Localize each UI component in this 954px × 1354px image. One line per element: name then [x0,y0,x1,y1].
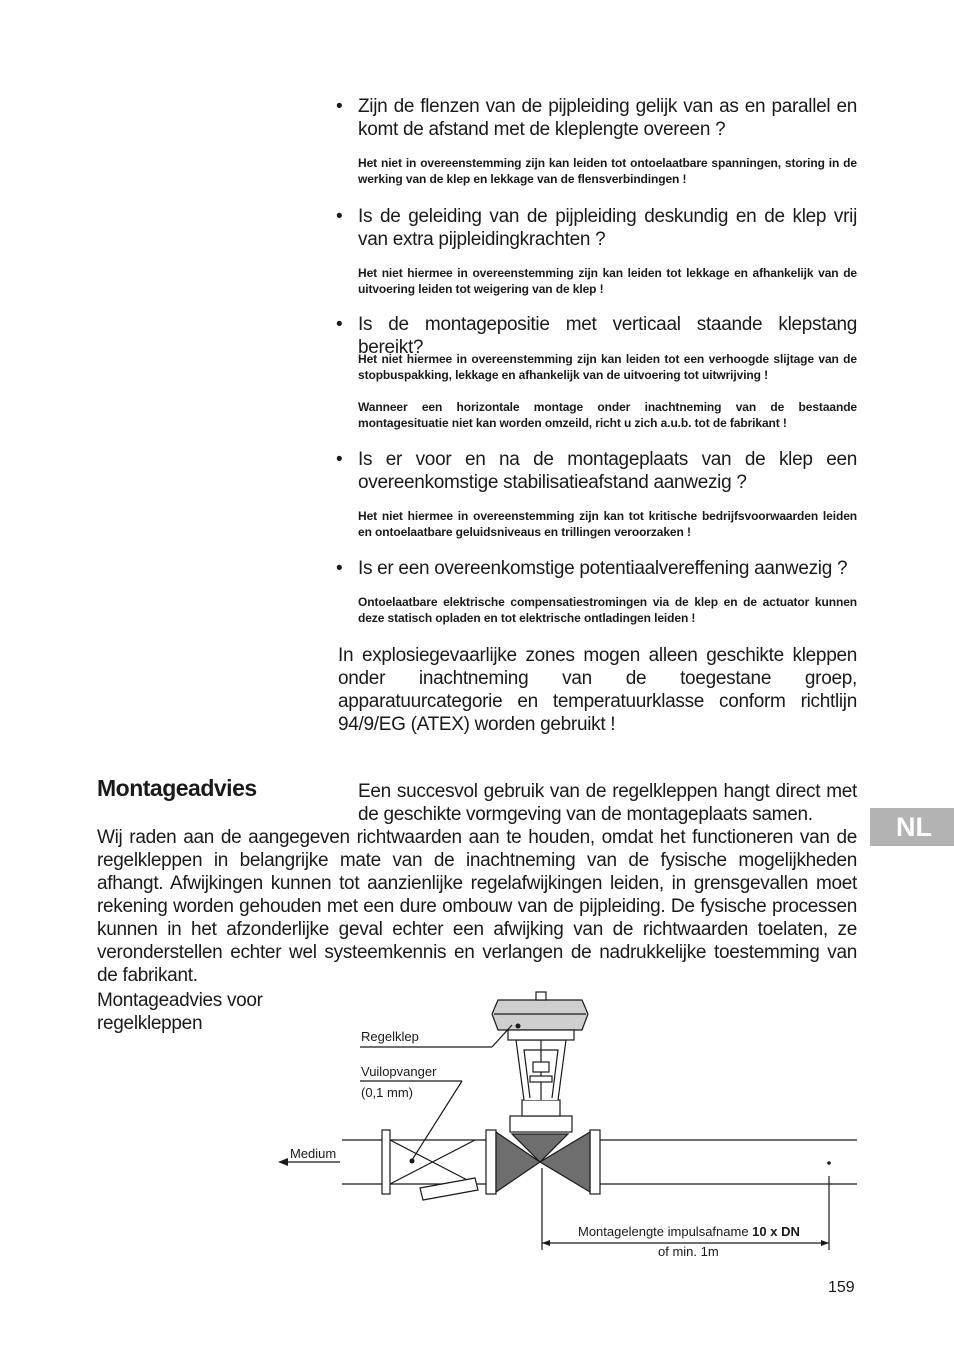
control-valve-icon [492,992,590,1192]
checklist-note: Wanneer een horizontale montage onder inachtneming van de bestaande montagesituatie niet kan worden omzeild, richt u zich a.u.b. tot de fabrikant ! [358,400,857,430]
bullet-icon: • [336,449,343,470]
bullet-icon: • [336,558,343,579]
label-length-bold: 10 x DN [752,1224,800,1239]
label-length [578,1224,800,1239]
label-strainer: Vuilopvanger [361,1064,437,1079]
strainer-icon [390,1140,478,1200]
figure-caption: Montageadvies voor regelkleppen [97,990,263,1034]
page-number: 159 [828,1279,855,1296]
checklist-note: Het niet hiermee in overeenstemming zijn kan tot kritische bedrijfsvoorwaarden leiden en ontoelaatbare geluidsniveaus en trillingen veroorzaken ! [358,509,857,539]
checklist-question: Is de geleiding van de pijpleiding deskundig en de klep vrij van extra pijpleidingkrachten ? [358,206,857,250]
checklist-question: Is de montagepositie met verticaal staande klepstang bereikt? [358,314,857,358]
label-length-min: of min. 1m [658,1244,719,1259]
checklist-question: Zijn de flenzen van de pijpleiding gelijk van as en parallel en komt de afstand met de kleplengte overeen ? [358,96,857,140]
label-strainer-mesh: (0,1 mm) [361,1085,413,1100]
checklist-question: Is er voor en na de montageplaats van de klep een overeenkomstige stabilisatieafstand aanwezig ? [358,449,857,493]
dimension-arrow-icon [542,1240,550,1246]
leader-dot [410,1159,415,1164]
bullet-icon: • [336,314,343,335]
label-valve: Regelklep [361,1029,419,1044]
section-intro: Een succesvol gebruik van de regelkleppen hangt direct met de geschikte vormgeving van de montageplaats samen. [358,781,857,825]
medium-arrow-icon [278,1158,288,1166]
section-heading: Montageadvies [97,775,257,801]
checklist-note: Ontoelaatbare elektrische compensatiestromingen via de klep en de actuator kunnen deze statisch opladen en tot elektrische ontladingen leiden ! [358,595,857,625]
checklist-note: Het niet hiermee in overeenstemming zijn kan leiden tot een verhoogde slijtage van de stopbuspakking, lekkage en afhankelijk van de uitvoering tot uitwrijving ! [358,352,857,382]
leader-dot [516,1024,521,1029]
checklist-note: Het niet in overeenstemming zijn kan leiden tot ontoelaatbare spanningen, storing in de werking van de klep en lekkage van de flensverbindingen ! [358,156,857,186]
bullet-icon: • [336,96,343,117]
language-tab: NL [870,808,954,846]
atex-paragraph: In explosiegevaarlijke zones mogen alleen geschikte kleppen onder inachtneming van de toegestane groep, apparatuurcategorie en temperatuurklasse conform richtlijn 94/9/EG (ATEX) worden gebruikt ! [338,645,857,735]
dimension-arrow-icon [821,1240,829,1246]
measurement-point [827,1161,831,1165]
checklist-question: Is er een overeenkomstige potentiaalvereffening aanwezig ? [358,558,848,579]
bullet-icon: • [336,206,343,227]
checklist-note: Het niet hiermee in overeenstemming zijn kan leiden tot lekkage en afhankelijk van de uitvoering leiden tot weigering van de klep ! [358,266,857,296]
section-body: Wij raden aan de aangegeven richtwaarden aan te houden, omdat het functioneren van de regelkleppen in belangrijke mate van de inachtneming van de fysische mogelijkheden afhangt. Afwijkingen kunnen tot aanzienlijke regelafwijkingen leiden, in grensgevallen moet rekening worden gehouden met een dure ombouw van de pijpleiding. De fysische processen kunnen in het afzonderlijke geval echter een afwijking van de richtwaarden toelaten, ze veronderstellen echter wel systeemkennis en verlangen de nadrukkelijke toestemming van de fabrikant. [97,827,857,986]
label-length-prefix: Montagelengte impulsafname [578,1224,753,1239]
label-medium: Medium [290,1146,337,1161]
